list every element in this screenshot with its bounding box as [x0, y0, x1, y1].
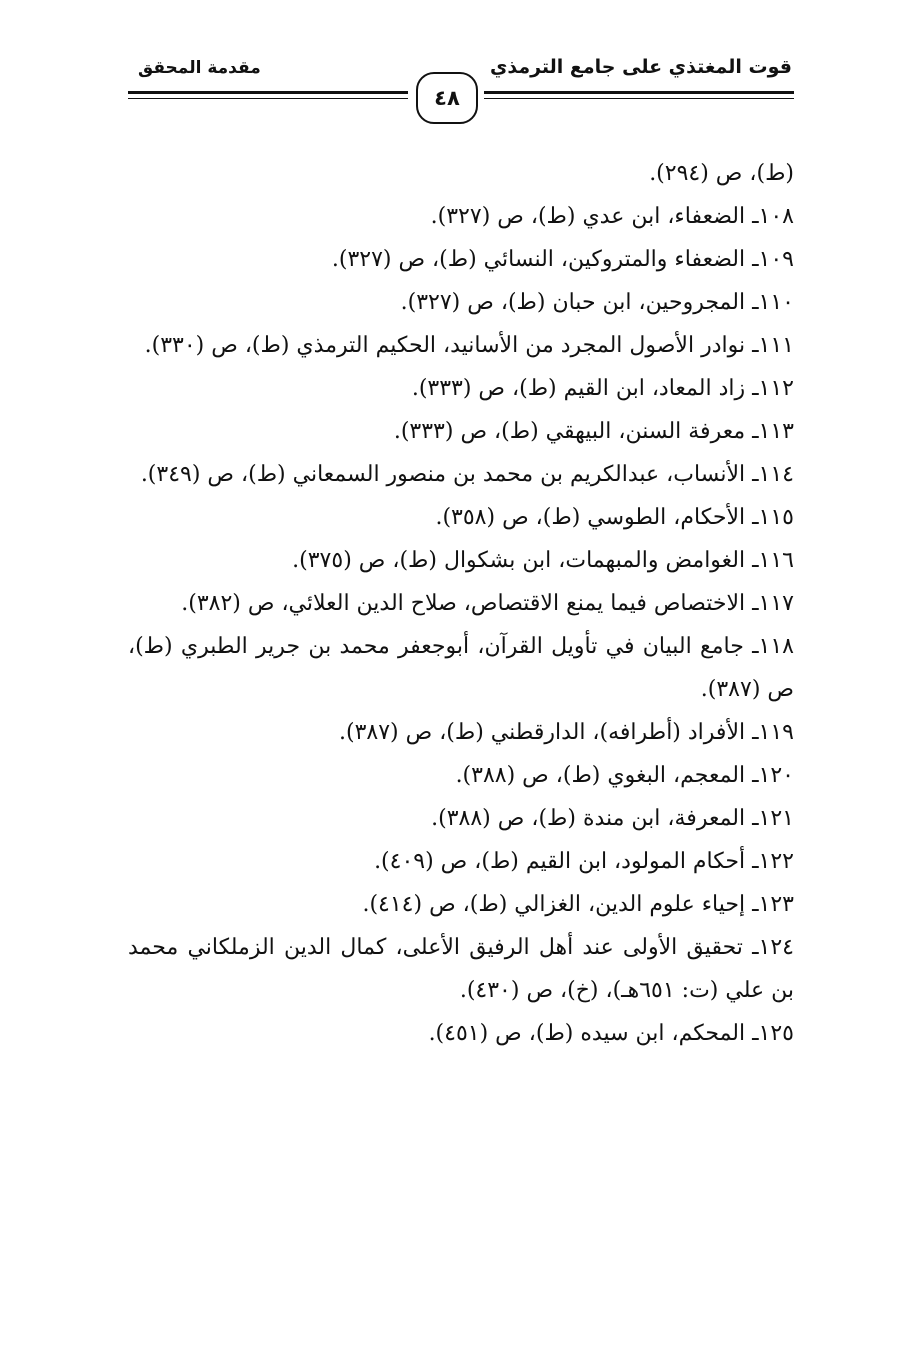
list-item: ١١٧ـ الاختصاص فيما يمنع الاقتصاص، صلاح الدين العلائي، ص (٣٨٢). — [181, 591, 794, 616]
header-rule-left-thick — [128, 91, 408, 94]
list-item: ١٢١ـ المعرفة، ابن مندة (ط)، ص (٣٨٨). — [431, 806, 794, 831]
list-item: ١١٣ـ معرفة السنن، البيهقي (ط)، ص (٣٣٣). — [393, 419, 794, 444]
list-item: ١٠٩ـ الضعفاء والمتروكين، النسائي (ط)، ص (٣٢٧). — [331, 247, 794, 272]
list-item: ١٢٢ـ أحكام المولود، ابن القيم (ط)، ص (٤٠٩). — [374, 849, 794, 874]
list-item: ١٢٤ـ تحقيق الأولى عند أهل الرفيق الأعلى، كمال الدين الزملكاني محمد بن علي (ت: ٦٥١هـ)، (خ)، ص (٤٣٠). — [128, 935, 794, 1003]
list-item: ١١٠ـ المجروحين، ابن حبان (ط)، ص (٣٢٧). — [400, 290, 794, 315]
list-item: (ط)، ص (٢٩٤). — [649, 161, 794, 186]
list-item: ١١٥ـ الأحكام، الطوسي (ط)، ص (٣٥٨). — [435, 505, 794, 530]
list-item: ١١٨ـ جامع البيان في تأويل القرآن، أبوجعفر محمد بن جرير الطبري (ط)، ص (٣٨٧). — [128, 634, 794, 702]
list-item: ١٢٥ـ المحكم، ابن سيده (ط)، ص (٤٥١). — [428, 1021, 794, 1046]
list-item: ١١٩ـ الأفراد (أطرافه)، الدارقطني (ط)، ص (٣٨٧). — [339, 720, 794, 745]
header-rule-right-thin — [484, 98, 794, 99]
page-header — [128, 48, 794, 138]
section-title: مقدمة المحقق — [138, 58, 261, 78]
list-item: ١١١ـ نوادر الأصول المجرد من الأسانيد، الحكيم الترمذي (ط)، ص (٣٣٠). — [144, 333, 794, 358]
page-number: ٤٨ — [416, 72, 478, 124]
header-rule-left-thin — [128, 98, 408, 99]
header-rule-right-thick — [484, 91, 794, 94]
list-item: ١٠٨ـ الضعفاء، ابن عدي (ط)، ص (٣٢٧). — [430, 204, 794, 229]
list-item: ١٢٣ـ إحياء علوم الدين، الغزالي (ط)، ص (٤١٤). — [362, 892, 794, 917]
list-item: ١١٦ـ الغوامض والمبهمات، ابن بشكوال (ط)، ص (٣٧٥). — [292, 548, 794, 573]
list-item: ١١٤ـ الأنساب، عبدالكريم بن محمد بن منصور السمعاني (ط)، ص (٣٤٩). — [140, 462, 794, 487]
book-title: قوت المغتذي على جامع الترمذي — [489, 56, 792, 78]
reference-list — [128, 152, 794, 1055]
list-item: ١١٢ـ زاد المعاد، ابن القيم (ط)، ص (٣٣٣). — [411, 376, 794, 401]
list-item: ١٢٠ـ المعجم، البغوي (ط)، ص (٣٨٨). — [455, 763, 794, 788]
